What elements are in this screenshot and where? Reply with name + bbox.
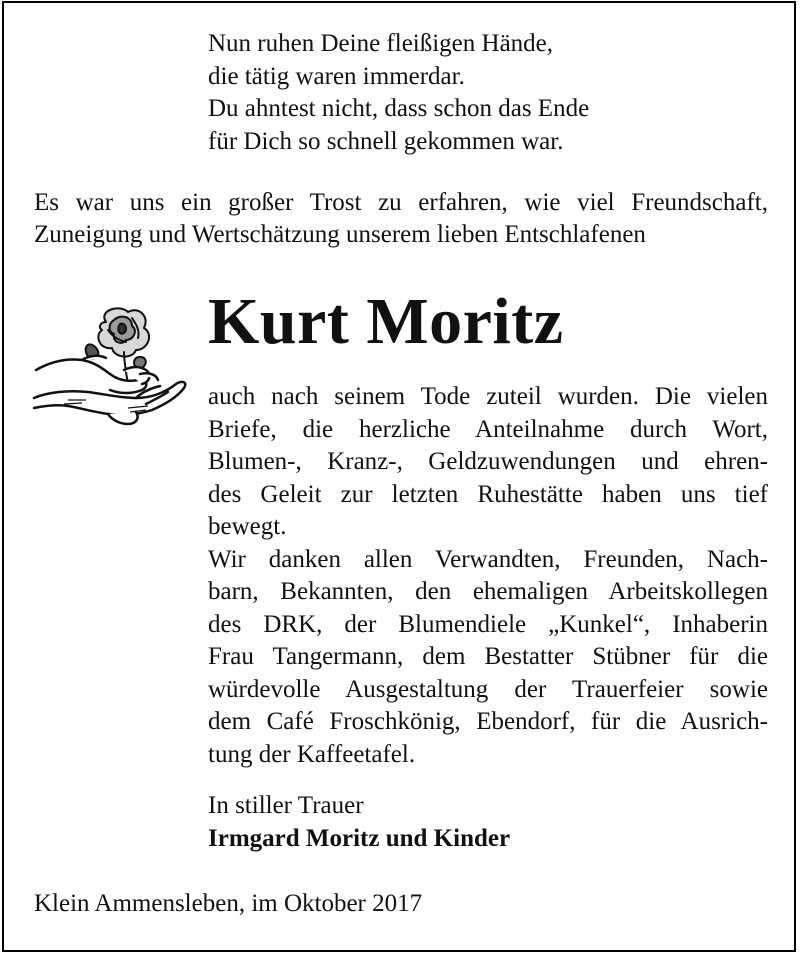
body-line: Wir danken allen Verwandten, Freunden, Nach- — [208, 545, 768, 573]
signature-block — [208, 790, 510, 855]
body-line: würdevolle Ausgestaltung der Trauerfeier sowie — [208, 675, 768, 703]
body-line: Blumen-, Kranz-, Geldzuwendungen und ehren- — [208, 448, 768, 475]
intro-line: Es war uns ein großer Trost zu erfahren, wie viel Freundschaft, — [34, 189, 768, 216]
deceased-name: Kurt Moritz — [208, 285, 564, 358]
thanks-text — [208, 381, 768, 771]
poem-line: Du ahntest nicht, dass schon das Ende — [208, 95, 590, 122]
poem-line: für Dich so schnell gekommen war. — [208, 127, 564, 155]
body-line: des Geleit zur letzten Ruhestätte haben uns tief — [208, 480, 768, 508]
body-line: auch nach seinem Tode zuteil wurden. Die vielen — [208, 383, 768, 410]
body-line: Frau Tangermann, dem Bestatter Stübner für die — [208, 643, 768, 670]
place-and-date: Klein Ammensleben, im Oktober 2017 — [34, 890, 423, 917]
hands-holding-rose-icon — [28, 300, 198, 440]
poem-line: Nun ruhen Deine fleißigen Hände, — [208, 30, 554, 57]
intro-line: Zuneigung und Wertschätzung unserem lieben Entschlafenen — [34, 221, 646, 248]
intro-text — [34, 187, 768, 251]
poem-line: die tätig waren immerdar. — [208, 62, 465, 90]
mourners-names: Irmgard Moritz und Kinder — [208, 824, 511, 852]
body-line: tung der Kaffeetafel. — [208, 740, 416, 768]
memorial-poem — [208, 28, 589, 158]
body-line: dem Café Froschkönig, Ebendorf, für die Ausrich- — [208, 708, 768, 735]
body-line: Briefe, die herzliche Anteilnahme durch Wort, — [208, 415, 768, 443]
body-line: bewegt. — [208, 513, 287, 540]
body-line: barn, Bekannten, den ehemaligen Arbeitskollegen — [208, 578, 768, 605]
closing-phrase: In stiller Trauer — [208, 792, 364, 819]
body-line: des DRK, der Blumendiele „Kunkel“, Inhaberin — [208, 610, 768, 638]
